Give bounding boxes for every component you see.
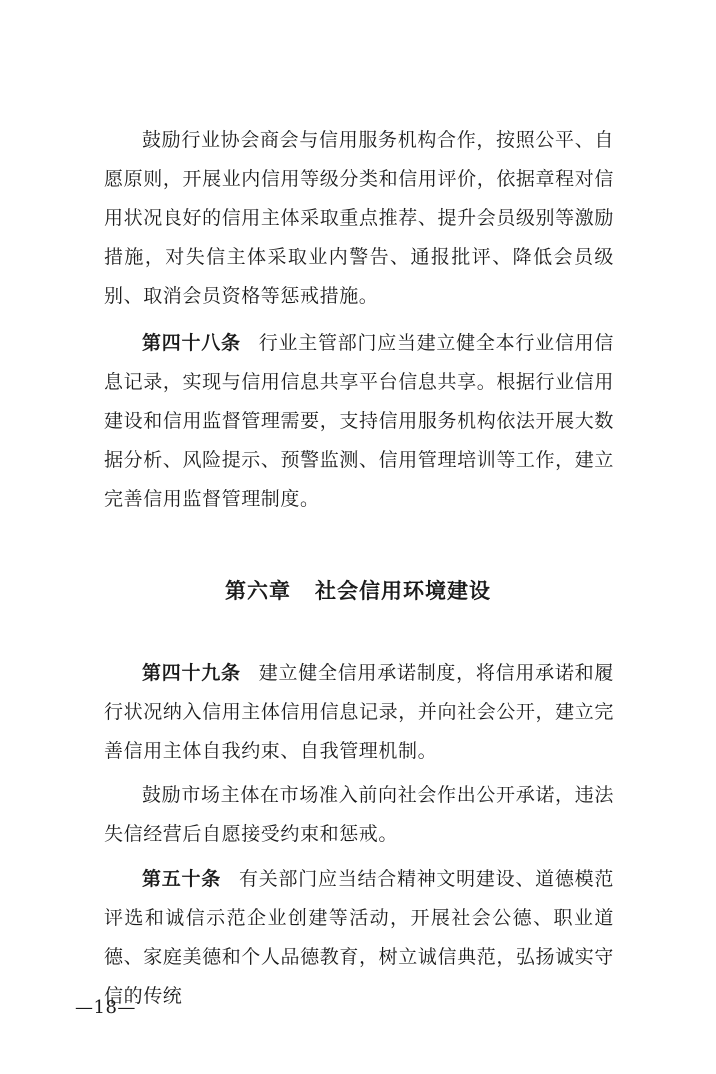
page-number: —18— <box>75 997 136 1018</box>
paragraph-text: 行业主管部门应当建立健全本行业信用信息记录，实现与信用信息共享平台信息共享。根据行业信用建设和信用监督管理需要，支持信用服务机构依法开展大数据分析、风险提示、预警监测、信用管理培训等工作，建立完善信用监督管理制度。 <box>104 332 614 510</box>
article-label: 第四十九条 <box>142 662 241 684</box>
chapter-number: 第六章 <box>225 578 291 603</box>
article-49 <box>104 654 614 771</box>
article-48 <box>104 324 614 519</box>
chapter-title-text: 社会信用环境建设 <box>315 578 491 603</box>
paragraph-public-commitment <box>104 776 614 854</box>
chapter-heading <box>0 573 716 609</box>
paragraph-industry-association <box>104 121 614 316</box>
paragraph-text: 建立健全信用承诺制度，将信用承诺和履行状况纳入信用主体信用信息记录，并向社会公开，建立完善信用主体自我约束、自我管理机制。 <box>104 662 614 762</box>
paragraph-text: 鼓励市场主体在市场准入前向社会作出公开承诺，违法失信经营后自愿接受约束和惩戒。 <box>104 784 614 845</box>
article-label: 第四十八条 <box>142 332 241 354</box>
article-50 <box>104 860 614 1016</box>
paragraph-text: 鼓励行业协会商会与信用服务机构合作，按照公平、自愿原则，开展业内信用等级分类和信用评价，依据章程对信用状况良好的信用主体采取重点推荐、提升会员级别等激励措施，对失信主体采取业内警告、通报批评、降低会员级别、取消会员资格等惩戒措施。 <box>104 129 614 307</box>
paragraph-text: 有关部门应当结合精神文明建设、道德模范评选和诚信示范企业创建等活动，开展社会公德、职业道德、家庭美德和个人品德教育，树立诚信典范，弘扬诚实守信的传统 <box>104 868 614 1007</box>
article-label: 第五十条 <box>142 868 221 890</box>
